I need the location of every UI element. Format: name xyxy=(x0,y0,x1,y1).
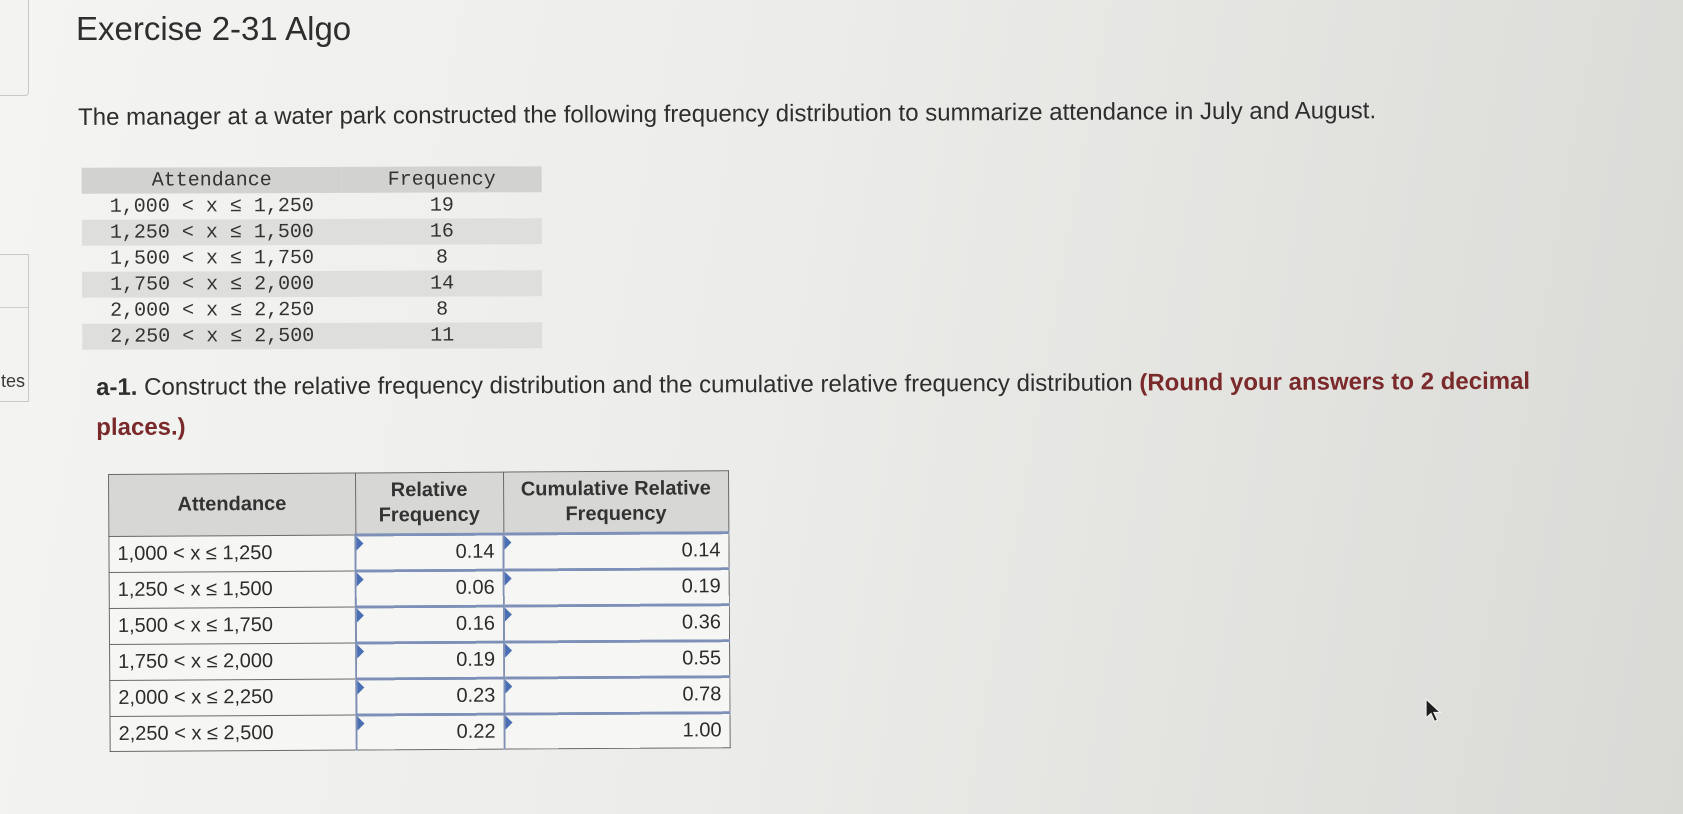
table-row xyxy=(110,641,730,681)
table-row xyxy=(110,677,730,717)
problem-intro: The manager at a water park constructed the following frequency distribution to summarize attendance in July and August. xyxy=(78,97,1377,131)
table-row xyxy=(82,192,542,220)
table-row xyxy=(109,569,729,609)
answer-header-attendance: Attendance xyxy=(109,473,356,537)
input-flag-icon xyxy=(505,572,512,586)
rounding-instruction: (Round your answers to 2 decimal places.) xyxy=(96,367,1531,441)
given-table-header-row xyxy=(82,166,542,194)
cumulative-frequency-input[interactable] xyxy=(504,569,730,606)
table-row xyxy=(82,218,542,246)
given-attendance-cell: 1,500 < x ≤ 1,750 xyxy=(109,246,315,271)
answer-attendance-cell: 1,500 < x ≤ 1,750 xyxy=(109,607,356,645)
relative-frequency-input[interactable] xyxy=(355,534,503,571)
left-panel-edge-tab[interactable] xyxy=(0,254,29,402)
input-flag-icon xyxy=(357,680,364,694)
table-row xyxy=(82,244,542,272)
table-row xyxy=(82,270,542,298)
relative-frequency-value: 0.06 xyxy=(455,576,495,599)
given-attendance-cell: 2,250 < x ≤ 2,500 xyxy=(82,323,342,350)
relative-frequency-value: 0.19 xyxy=(456,648,496,671)
relative-frequency-value: 0.16 xyxy=(455,612,495,635)
answer-attendance-cell: 1,000 < x ≤ 1,250 xyxy=(109,535,356,573)
relative-frequency-input[interactable] xyxy=(356,642,504,679)
cumulative-frequency-value: 0.78 xyxy=(682,683,722,706)
given-attendance-cell: 2,000 < x ≤ 2,250 xyxy=(110,298,315,323)
relative-frequency-input[interactable] xyxy=(356,570,504,607)
left-panel-separator xyxy=(0,307,28,308)
given-attendance-cell: 1,250 < x ≤ 1,500 xyxy=(82,219,342,246)
answer-header-cumulative-relative-frequency: Cumulative Relative Frequency xyxy=(503,471,729,534)
answer-table xyxy=(108,470,731,752)
answer-table-header-row xyxy=(109,471,729,537)
relative-frequency-input[interactable] xyxy=(356,678,504,715)
table-row xyxy=(109,605,729,645)
question-a1 xyxy=(96,362,1576,448)
left-panel-edge-top xyxy=(0,0,29,96)
given-frequency-cell: 14 xyxy=(342,270,542,297)
input-flag-icon xyxy=(357,572,364,586)
cumulative-frequency-input[interactable] xyxy=(504,605,730,642)
input-flag-icon xyxy=(505,608,512,622)
cumulative-frequency-input[interactable] xyxy=(504,677,730,714)
answer-header-relative-frequency: Relative Frequency xyxy=(355,472,503,535)
given-attendance-cell: 1,000 < x ≤ 1,250 xyxy=(109,194,314,219)
given-header-attendance: Attendance xyxy=(82,167,342,194)
question-label: a-1. xyxy=(96,373,138,401)
table-row xyxy=(110,713,730,752)
relative-frequency-input[interactable] xyxy=(356,606,504,643)
left-tab-label: tes xyxy=(1,371,26,391)
given-frequency-cell: 11 xyxy=(342,322,542,349)
answer-attendance-cell: 1,750 < x ≤ 2,000 xyxy=(110,643,357,681)
relative-frequency-value: 0.22 xyxy=(456,720,496,743)
mouse-pointer-icon xyxy=(1424,698,1442,724)
given-frequency-cell: 8 xyxy=(436,298,449,322)
table-row xyxy=(82,296,542,324)
answer-attendance-cell: 1,250 < x ≤ 1,500 xyxy=(109,571,356,609)
cumulative-frequency-value: 0.36 xyxy=(681,611,721,634)
question-text: Construct the relative frequency distribution and the cumulative relative frequency distribution xyxy=(144,369,1133,401)
table-row xyxy=(109,533,729,573)
relative-frequency-value: 0.14 xyxy=(455,540,495,563)
input-flag-icon xyxy=(357,716,364,730)
input-flag-icon xyxy=(357,608,364,622)
table-row xyxy=(82,322,542,350)
cumulative-frequency-value: 0.14 xyxy=(681,539,721,562)
given-header-frequency: Frequency xyxy=(342,166,542,193)
relative-frequency-input[interactable] xyxy=(356,714,504,750)
input-flag-icon xyxy=(505,644,512,658)
cumulative-frequency-value: 0.19 xyxy=(681,575,721,598)
input-flag-icon xyxy=(356,536,363,550)
given-frequency-cell: 19 xyxy=(429,194,454,218)
given-frequency-cell: 8 xyxy=(435,246,449,270)
cumulative-frequency-value: 0.55 xyxy=(682,647,722,670)
relative-frequency-value: 0.23 xyxy=(456,684,496,707)
input-flag-icon xyxy=(504,536,511,550)
cumulative-frequency-input[interactable] xyxy=(504,641,730,678)
cumulative-frequency-value: 1.00 xyxy=(682,719,722,742)
input-flag-icon xyxy=(505,716,512,730)
page-title: Exercise 2-31 Algo xyxy=(76,10,352,47)
given-frequency-cell: 16 xyxy=(342,218,542,245)
given-attendance-cell: 1,750 < x ≤ 2,000 xyxy=(82,271,342,298)
answer-attendance-cell: 2,250 < x ≤ 2,500 xyxy=(110,715,357,752)
cumulative-frequency-input[interactable] xyxy=(504,713,730,749)
input-flag-icon xyxy=(357,644,364,658)
frequency-distribution-table xyxy=(82,166,543,350)
answer-attendance-cell: 2,000 < x ≤ 2,250 xyxy=(110,679,357,717)
input-flag-icon xyxy=(505,680,512,694)
cumulative-frequency-input[interactable] xyxy=(503,533,729,570)
